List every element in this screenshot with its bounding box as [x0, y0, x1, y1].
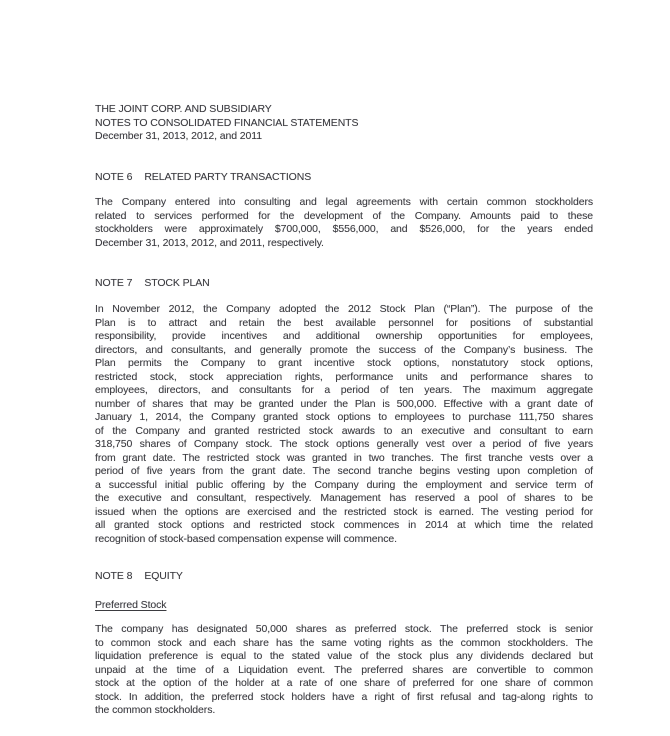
note-label: NOTE 6 — [95, 171, 133, 183]
text-line: stock. In addition, the preferred stock holders have a right of first refusal and tag-along rights to — [95, 690, 593, 703]
note-title: STOCK PLAN — [144, 277, 210, 289]
text-line: issued when the options are exercised and the restricted stock is earned. The vesting period for — [95, 505, 593, 518]
text-line: In November 2012, the Company adopted the 2012 Stock Plan (“Plan”). The purpose of the — [95, 303, 593, 315]
text-line: related to services performed for the development of the Company. Amounts paid to these — [95, 209, 593, 222]
document-header — [95, 103, 593, 144]
text-line: January 1, 2014, the Company granted stock options to employees to purchase 111,750 shares — [95, 411, 593, 423]
text-line: stock at the option of the holder at a rate of one share of preferred for one share of common — [95, 677, 593, 689]
text-line: all granted stock options and restricted stock commences in 2014 at which time the related — [95, 519, 593, 531]
text-line: Plan is to attract and retain the best available personnel for positions of substantial — [95, 316, 593, 329]
text-line: stockholders were approximately $700,000, $556,000, and $526,000, for the years ended — [95, 223, 593, 235]
note-heading — [95, 171, 593, 185]
text-line: from grant date. The restricted stock was granted in two tranches. The first tranche vests over a — [95, 451, 593, 464]
text-line: the common stockholders. — [95, 704, 216, 716]
company-name: THE JOINT CORP. AND SUBSIDIARY — [95, 103, 272, 115]
section-note-7 — [95, 277, 593, 546]
note-label: NOTE 7 — [95, 277, 133, 289]
paragraph — [95, 196, 593, 250]
text-line: December 31, 2013, 2012, and 2011, respectively. — [95, 236, 324, 249]
text-line: unpaid at the time of a Liquidation event. The preferred shares are convertible to common — [95, 663, 593, 676]
text-line: 318,750 shares of Company stock. The stock options generally vest over a period of five years — [95, 438, 593, 450]
text-line: the executive and consultant, respectively. Management has reserved a pool of shares to be — [95, 492, 593, 504]
text-line: number of shares that may be granted under the Plan is 500,000. Effective with a grant date of — [95, 397, 593, 410]
text-line: a successful initial public offering by the Company during the employment and service term of — [95, 478, 593, 491]
text-line: responsibility, provide incentives and additional ownership opportunities for employees, — [95, 330, 593, 342]
subsection-heading: Preferred Stock — [95, 599, 167, 611]
note-heading — [95, 277, 593, 291]
note-heading — [95, 570, 593, 584]
note-title: RELATED PARTY TRANSACTIONS — [144, 171, 312, 183]
note-title: EQUITY — [144, 570, 183, 582]
note-label: NOTE 8 — [95, 570, 133, 582]
paragraph — [95, 623, 593, 718]
text-line: The Company entered into consulting and legal agreements with certain common stockholders — [95, 196, 593, 208]
statements-title: NOTES TO CONSOLIDATED FINANCIAL STATEMENTS — [95, 116, 359, 129]
text-line: restricted stock, stock appreciation rights, performance units and performance shares to — [95, 370, 593, 383]
text-line: liquidation preference is equal to the stated value of the stock plus any dividends declared but — [95, 650, 593, 662]
section-note-6 — [95, 171, 593, 250]
section-note-8 — [95, 570, 593, 718]
text-line: directors, and consultants, and generally promote the success of the Company’s business. The — [95, 343, 593, 356]
text-line: of the Company and granted restricted stock awards to an executive and consultant to earn — [95, 424, 593, 437]
text-line: The company has designated 50,000 shares as preferred stock. The preferred stock is senior — [95, 623, 593, 635]
text-line: to common stock and each share has the same voting rights as the common stockholders. The — [95, 636, 593, 649]
period-dates: December 31, 2013, 2012, and 2011 — [95, 130, 262, 142]
paragraph — [95, 303, 593, 546]
text-line: recognition of stock-based compensation expense will commence. — [95, 532, 397, 545]
sections-container — [95, 171, 593, 718]
text-line: employees, directors, and consultants for a period of ten years. The maximum aggregate — [95, 384, 593, 396]
text-line: Plan permits the Company to grant incentive stock options, nonstatutory stock options, — [95, 357, 593, 369]
page-content — [95, 0, 593, 718]
text-line: period of five years from the grant date. The second tranche begins vesting upon completion of — [95, 465, 593, 477]
